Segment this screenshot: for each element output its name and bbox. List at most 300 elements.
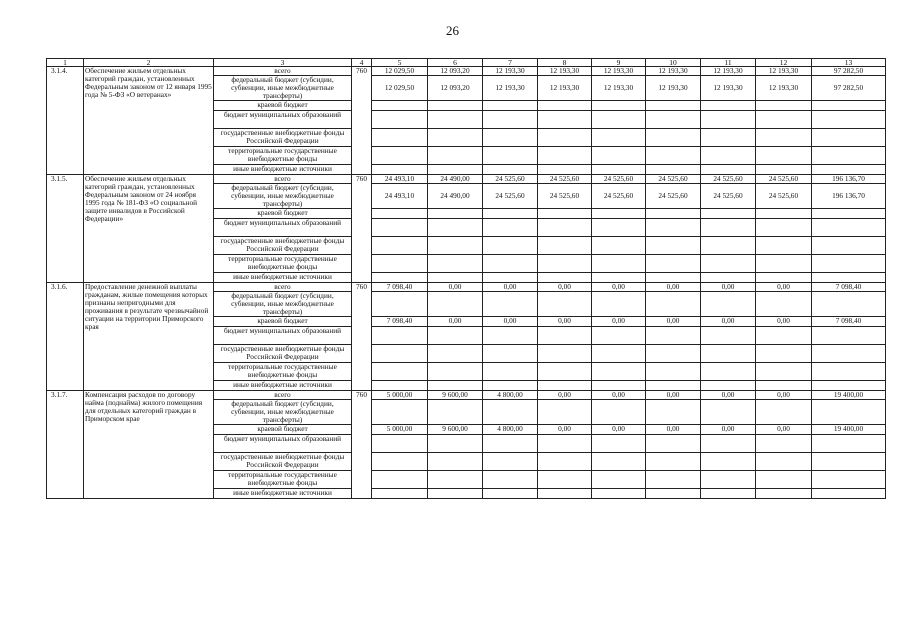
- value-cell: [372, 381, 428, 391]
- value-cell: [538, 147, 592, 165]
- value-cell: [812, 129, 886, 147]
- value-cell: 24 525,60: [538, 184, 592, 209]
- value-cell: [646, 453, 701, 471]
- funding-source: краевой бюджет: [214, 101, 352, 111]
- value-cell: [592, 327, 646, 345]
- value-cell: 24 493,10: [372, 184, 428, 209]
- value-cell: 19 400,00: [812, 391, 886, 400]
- value-cell: [372, 292, 428, 317]
- value-cell: [483, 111, 538, 129]
- value-cell: [756, 111, 812, 129]
- section-index: 3.1.6.: [47, 283, 84, 391]
- value-cell: [701, 363, 756, 381]
- header-cell-9: 9: [592, 59, 646, 67]
- value-cell: [483, 273, 538, 283]
- value-cell: 24 493,10: [372, 175, 428, 184]
- value-cell: 24 525,60: [646, 184, 701, 209]
- value-cell: [701, 435, 756, 453]
- value-cell: 24 525,60: [592, 184, 646, 209]
- funding-source: государственные внебюджетные фонды Российской Федерации: [214, 237, 352, 255]
- value-cell: [646, 255, 701, 273]
- value-cell: [428, 489, 483, 499]
- funding-source: иные внебюджетные источники: [214, 273, 352, 283]
- value-cell: [701, 400, 756, 425]
- value-cell: [646, 435, 701, 453]
- value-cell: [538, 237, 592, 255]
- value-cell: [592, 101, 646, 111]
- value-cell: [646, 381, 701, 391]
- value-cell: 0,00: [646, 317, 701, 327]
- value-cell: [812, 363, 886, 381]
- value-cell: [538, 165, 592, 175]
- value-cell: [483, 489, 538, 499]
- value-cell: [646, 147, 701, 165]
- value-cell: [756, 147, 812, 165]
- value-cell: 0,00: [756, 283, 812, 292]
- value-cell: 24 525,60: [538, 175, 592, 184]
- value-cell: 7 098,40: [372, 317, 428, 327]
- funding-source: государственные внебюджетные фонды Российской Федерации: [214, 453, 352, 471]
- value-cell: [646, 129, 701, 147]
- value-cell: [538, 381, 592, 391]
- value-cell: [646, 101, 701, 111]
- value-cell: [483, 101, 538, 111]
- funding-source: территориальные государственные внебюджетные фонды: [214, 255, 352, 273]
- header-cell-13: 13: [812, 59, 886, 67]
- value-cell: 0,00: [756, 317, 812, 327]
- value-cell: [372, 165, 428, 175]
- value-cell: [483, 453, 538, 471]
- value-cell: [372, 273, 428, 283]
- header-cell-7: 7: [483, 59, 538, 67]
- value-cell: [483, 471, 538, 489]
- value-cell: [812, 400, 886, 425]
- value-cell: [701, 255, 756, 273]
- value-cell: [372, 489, 428, 499]
- funding-source: иные внебюджетные источники: [214, 381, 352, 391]
- value-cell: [592, 147, 646, 165]
- header-cell-3: 3: [214, 59, 352, 67]
- value-cell: 0,00: [538, 391, 592, 400]
- value-cell: [646, 237, 701, 255]
- value-cell: [372, 101, 428, 111]
- value-cell: 24 525,60: [701, 175, 756, 184]
- value-cell: [372, 255, 428, 273]
- value-cell: [646, 209, 701, 219]
- value-cell: 19 400,00: [812, 425, 886, 435]
- section-name: Обеспечение жильем отдельных категорий граждан, установленных Федеральным законом от 12 января 1995 года № 5-ФЗ «О ветеранах»: [84, 67, 214, 175]
- value-cell: [756, 345, 812, 363]
- value-cell: [483, 147, 538, 165]
- value-cell: 0,00: [701, 391, 756, 400]
- header-cell-2: 2: [84, 59, 214, 67]
- funding-source: бюджет муниципальных образований: [214, 111, 352, 129]
- value-cell: [756, 435, 812, 453]
- value-cell: [483, 327, 538, 345]
- value-cell: [646, 273, 701, 283]
- value-cell: [592, 129, 646, 147]
- value-cell: 0,00: [483, 283, 538, 292]
- value-cell: [592, 209, 646, 219]
- value-cell: [646, 489, 701, 499]
- value-cell: [428, 165, 483, 175]
- value-cell: [646, 345, 701, 363]
- funding-source: территориальные государственные внебюджетные фонды: [214, 147, 352, 165]
- value-cell: [538, 111, 592, 129]
- value-cell: [646, 111, 701, 129]
- value-cell: [372, 363, 428, 381]
- value-cell: [701, 327, 756, 345]
- value-cell: 12 193,30: [483, 67, 538, 76]
- value-cell: [646, 363, 701, 381]
- funding-source: иные внебюджетные источники: [214, 489, 352, 499]
- value-cell: 97 282,50: [812, 67, 886, 76]
- header-cell-4: 4: [352, 59, 372, 67]
- value-cell: [428, 147, 483, 165]
- value-cell: [592, 237, 646, 255]
- value-cell: [592, 292, 646, 317]
- value-cell: 24 525,60: [483, 175, 538, 184]
- value-cell: [372, 209, 428, 219]
- value-cell: [592, 400, 646, 425]
- value-cell: 12 193,30: [701, 67, 756, 76]
- value-cell: [756, 327, 812, 345]
- value-cell: 24 490,00: [428, 184, 483, 209]
- value-cell: [812, 165, 886, 175]
- value-cell: 7 098,40: [812, 317, 886, 327]
- value-cell: [428, 453, 483, 471]
- value-cell: [372, 147, 428, 165]
- funding-source: бюджет муниципальных образований: [214, 435, 352, 453]
- value-cell: [428, 219, 483, 237]
- header-cell-12: 12: [756, 59, 812, 67]
- funding-source: всего: [214, 283, 352, 292]
- value-cell: [483, 237, 538, 255]
- header-cell-8: 8: [538, 59, 592, 67]
- value-cell: [428, 129, 483, 147]
- value-cell: [592, 255, 646, 273]
- value-cell: [592, 471, 646, 489]
- funding-source: краевой бюджет: [214, 209, 352, 219]
- value-cell: [538, 489, 592, 499]
- value-cell: [483, 219, 538, 237]
- value-cell: [701, 489, 756, 499]
- value-cell: [592, 345, 646, 363]
- section-index: 3.1.5.: [47, 175, 84, 283]
- value-cell: [483, 381, 538, 391]
- value-cell: 196 136,70: [812, 175, 886, 184]
- value-cell: [646, 400, 701, 425]
- funding-source: краевой бюджет: [214, 425, 352, 435]
- value-cell: 12 029,50: [372, 67, 428, 76]
- value-cell: [538, 435, 592, 453]
- section-name: Компенсация расходов по договору найма (поднайма) жилого помещения для отдельных категорий граждан в Приморском крае: [84, 391, 214, 499]
- value-cell: [812, 237, 886, 255]
- value-cell: [701, 273, 756, 283]
- value-cell: [592, 219, 646, 237]
- value-cell: 0,00: [428, 317, 483, 327]
- value-cell: 4 800,00: [483, 425, 538, 435]
- value-cell: [701, 381, 756, 391]
- value-cell: [701, 237, 756, 255]
- value-cell: [372, 400, 428, 425]
- value-cell: [756, 219, 812, 237]
- value-cell: [756, 165, 812, 175]
- value-cell: [812, 453, 886, 471]
- value-cell: [538, 219, 592, 237]
- value-cell: [756, 381, 812, 391]
- value-cell: 12 193,30: [646, 67, 701, 76]
- value-cell: [701, 111, 756, 129]
- value-cell: [483, 345, 538, 363]
- value-cell: [483, 255, 538, 273]
- value-cell: [538, 209, 592, 219]
- funding-source: территориальные государственные внебюджетные фонды: [214, 471, 352, 489]
- value-cell: [592, 489, 646, 499]
- funding-source: федеральный бюджет (субсидии, субвенции, иные межбюджетные трансферты): [214, 292, 352, 317]
- value-cell: [592, 165, 646, 175]
- header-cell-10: 10: [646, 59, 701, 67]
- value-cell: [812, 111, 886, 129]
- value-cell: [701, 345, 756, 363]
- value-cell: [701, 165, 756, 175]
- value-cell: 196 136,70: [812, 184, 886, 209]
- value-cell: [701, 101, 756, 111]
- header-cell-5: 5: [372, 59, 428, 67]
- value-cell: [756, 129, 812, 147]
- value-cell: [701, 453, 756, 471]
- value-cell: [372, 219, 428, 237]
- value-cell: [756, 237, 812, 255]
- value-cell: [701, 219, 756, 237]
- value-cell: [428, 327, 483, 345]
- value-cell: [812, 147, 886, 165]
- value-cell: 0,00: [646, 391, 701, 400]
- value-cell: 24 525,60: [592, 175, 646, 184]
- value-cell: 0,00: [538, 425, 592, 435]
- value-cell: 12 193,30: [756, 76, 812, 101]
- funding-source: всего: [214, 175, 352, 184]
- value-cell: [756, 363, 812, 381]
- value-cell: [756, 101, 812, 111]
- section-index: 3.1.4.: [47, 67, 84, 175]
- value-cell: [372, 435, 428, 453]
- value-cell: 0,00: [756, 425, 812, 435]
- value-cell: 0,00: [646, 283, 701, 292]
- value-cell: [646, 219, 701, 237]
- code-cell: 760: [352, 391, 372, 499]
- value-cell: 0,00: [701, 317, 756, 327]
- value-cell: [812, 209, 886, 219]
- section-name: Предоставление денежной выплаты гражданам, жилые помещения которых признаны непригодными для проживания в результате чрезвычайной ситуации на территории Приморского края: [84, 283, 214, 391]
- code-cell: 760: [352, 283, 372, 391]
- value-cell: 9 600,00: [428, 425, 483, 435]
- value-cell: 24 525,60: [756, 184, 812, 209]
- value-cell: [538, 363, 592, 381]
- table-row: [47, 391, 886, 400]
- value-cell: [756, 453, 812, 471]
- value-cell: [812, 381, 886, 391]
- value-cell: [701, 292, 756, 317]
- value-cell: [428, 435, 483, 453]
- value-cell: [372, 129, 428, 147]
- value-cell: 5 000,00: [372, 425, 428, 435]
- value-cell: [372, 111, 428, 129]
- value-cell: [538, 327, 592, 345]
- value-cell: 0,00: [538, 283, 592, 292]
- table-row: [47, 175, 886, 184]
- value-cell: [372, 471, 428, 489]
- value-cell: 4 800,00: [483, 391, 538, 400]
- header-row: [47, 59, 886, 67]
- value-cell: [538, 345, 592, 363]
- value-cell: [756, 209, 812, 219]
- value-cell: [812, 327, 886, 345]
- value-cell: [538, 453, 592, 471]
- value-cell: [756, 292, 812, 317]
- value-cell: 0,00: [592, 391, 646, 400]
- value-cell: 5 000,00: [372, 391, 428, 400]
- funding-source: всего: [214, 67, 352, 76]
- value-cell: [812, 101, 886, 111]
- value-cell: [646, 292, 701, 317]
- value-cell: [372, 237, 428, 255]
- value-cell: 0,00: [538, 317, 592, 327]
- value-cell: [812, 292, 886, 317]
- table-row: [47, 67, 886, 76]
- value-cell: 24 525,60: [701, 184, 756, 209]
- value-cell: [756, 400, 812, 425]
- value-cell: [592, 111, 646, 129]
- value-cell: [428, 273, 483, 283]
- funding-source: бюджет муниципальных образований: [214, 219, 352, 237]
- funding-source: федеральный бюджет (субсидии, субвенции, иные межбюджетные трансферты): [214, 184, 352, 209]
- value-cell: 12 193,30: [592, 67, 646, 76]
- value-cell: 0,00: [483, 317, 538, 327]
- value-cell: [592, 453, 646, 471]
- value-cell: [538, 101, 592, 111]
- header-cell-1: 1: [47, 59, 84, 67]
- section-name: Обеспечение жильем отдельных категорий граждан, установленных Федеральным законом от 24 ноября 1995 года № 181-ФЗ «О социальной защите инвалидов в Российской Федерации»: [84, 175, 214, 283]
- value-cell: [756, 255, 812, 273]
- value-cell: 0,00: [756, 391, 812, 400]
- value-cell: [701, 147, 756, 165]
- value-cell: [428, 292, 483, 317]
- value-cell: [812, 273, 886, 283]
- value-cell: 9 600,00: [428, 391, 483, 400]
- section-index: 3.1.7.: [47, 391, 84, 499]
- funding-source: государственные внебюджетные фонды Российской Федерации: [214, 345, 352, 363]
- value-cell: 0,00: [592, 425, 646, 435]
- value-cell: [428, 101, 483, 111]
- value-cell: [756, 273, 812, 283]
- value-cell: [756, 471, 812, 489]
- value-cell: [701, 471, 756, 489]
- value-cell: 12 093,20: [428, 76, 483, 101]
- value-cell: [756, 489, 812, 499]
- value-cell: 12 093,20: [428, 67, 483, 76]
- value-cell: [483, 129, 538, 147]
- value-cell: 12 193,30: [483, 76, 538, 101]
- value-cell: [538, 129, 592, 147]
- value-cell: [646, 165, 701, 175]
- value-cell: 7 098,40: [372, 283, 428, 292]
- value-cell: [592, 273, 646, 283]
- header-cell-6: 6: [428, 59, 483, 67]
- value-cell: 12 193,30: [701, 76, 756, 101]
- value-cell: 12 193,30: [538, 67, 592, 76]
- funding-source: федеральный бюджет (субсидии, субвенции, иные межбюджетные трансферты): [214, 76, 352, 101]
- value-cell: 12 193,30: [756, 67, 812, 76]
- value-cell: [592, 381, 646, 391]
- funding-source: иные внебюджетные источники: [214, 165, 352, 175]
- page-number: 26: [446, 23, 459, 38]
- value-cell: [592, 363, 646, 381]
- value-cell: [483, 363, 538, 381]
- value-cell: [428, 209, 483, 219]
- value-cell: 0,00: [701, 283, 756, 292]
- value-cell: [428, 111, 483, 129]
- budget-table: [46, 58, 886, 499]
- funding-source: государственные внебюджетные фонды Российской Федерации: [214, 129, 352, 147]
- value-cell: [592, 435, 646, 453]
- value-cell: 24 525,60: [646, 175, 701, 184]
- value-cell: [428, 381, 483, 391]
- value-cell: 12 193,30: [592, 76, 646, 101]
- code-cell: 760: [352, 175, 372, 283]
- value-cell: [538, 273, 592, 283]
- funding-source: бюджет муниципальных образований: [214, 327, 352, 345]
- value-cell: [428, 255, 483, 273]
- value-cell: 12 193,30: [538, 76, 592, 101]
- value-cell: 0,00: [646, 425, 701, 435]
- value-cell: [538, 255, 592, 273]
- value-cell: 12 193,30: [646, 76, 701, 101]
- value-cell: [483, 165, 538, 175]
- value-cell: [428, 400, 483, 425]
- value-cell: [538, 400, 592, 425]
- value-cell: [701, 129, 756, 147]
- value-cell: [812, 471, 886, 489]
- value-cell: [646, 471, 701, 489]
- value-cell: 24 490,00: [428, 175, 483, 184]
- value-cell: [483, 400, 538, 425]
- value-cell: [428, 237, 483, 255]
- value-cell: [812, 489, 886, 499]
- value-cell: 97 282,50: [812, 76, 886, 101]
- value-cell: [428, 471, 483, 489]
- value-cell: [701, 209, 756, 219]
- value-cell: 0,00: [592, 283, 646, 292]
- value-cell: 0,00: [428, 283, 483, 292]
- value-cell: 0,00: [701, 425, 756, 435]
- header-cell-11: 11: [701, 59, 756, 67]
- funding-source: краевой бюджет: [214, 317, 352, 327]
- value-cell: [812, 255, 886, 273]
- value-cell: 24 525,60: [756, 175, 812, 184]
- value-cell: 0,00: [592, 317, 646, 327]
- funding-source: всего: [214, 391, 352, 400]
- value-cell: [538, 292, 592, 317]
- value-cell: [483, 435, 538, 453]
- value-cell: [428, 345, 483, 363]
- value-cell: 7 098,40: [812, 283, 886, 292]
- table-row: [47, 283, 886, 292]
- value-cell: [812, 219, 886, 237]
- value-cell: [372, 453, 428, 471]
- value-cell: 24 525,60: [483, 184, 538, 209]
- value-cell: [428, 363, 483, 381]
